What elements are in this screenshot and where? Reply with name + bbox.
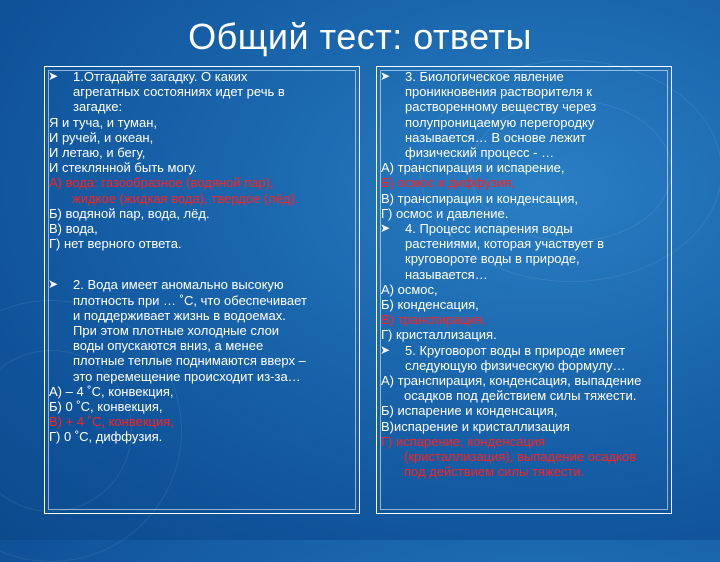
answer-option: Б) испарение и конденсация,	[381, 403, 558, 419]
answer-option: Б) 0 ˚С, конвекция,	[49, 399, 163, 415]
question-text: плотность при … ˚С, что обеспечивает	[73, 292, 307, 308]
question-text: плотные теплые поднимаются вверх –	[73, 353, 306, 369]
answer-option: В) вода,	[49, 221, 98, 237]
answer-option: Г) 0 ˚С, диффузия.	[49, 429, 163, 445]
question-5	[380, 343, 667, 373]
riddle-line: Я и туча, и туман,	[49, 114, 157, 130]
answer-option: Г) кристаллизация.	[381, 327, 497, 343]
question-1	[48, 69, 355, 115]
riddle-line: И стеклянной быть могу.	[49, 160, 198, 176]
correct-answer: (кристаллизация), выпадение осадков	[404, 449, 637, 465]
question-text: растениями, которая участвует в	[405, 236, 605, 252]
riddle-line: И летаю, и бегу,	[49, 145, 146, 161]
question-text: полупроницаемую перегородку	[405, 114, 595, 130]
correct-answer: под действием силы тяжести.	[404, 464, 585, 480]
right-answers-panel	[376, 66, 672, 514]
correct-answer: В) транспирация,	[381, 312, 486, 328]
correct-answer: В) + 4 ˚С, конвекция,	[49, 414, 174, 430]
question-4	[380, 221, 667, 282]
question-text: проникновения растворителя к	[405, 84, 593, 100]
question-text: называется… В основе лежит	[405, 129, 586, 145]
arrow-bullet-icon: ➤	[48, 277, 59, 292]
question-text: 5. Круговорот воды в природе имеет	[405, 342, 626, 358]
arrow-bullet-icon: ➤	[48, 69, 59, 83]
question-text: При этом плотные холодные слои	[73, 323, 280, 339]
answer-option: А) транспирация и испарение,	[381, 160, 565, 176]
arrow-bullet-icon: ➤	[380, 69, 391, 83]
correct-answer: Г) испарение, конденсация	[381, 433, 546, 449]
question-text: загадке:	[73, 99, 123, 115]
correct-answer: Б) осмос и диффузия,	[381, 175, 515, 191]
question-text: называется…	[405, 266, 488, 282]
answer-option: А) транспирация, конденсация, выпадение	[381, 373, 642, 389]
answer-option: Г) нет верного ответа.	[49, 236, 182, 252]
answer-option: В) транспирация и конденсация,	[381, 190, 579, 206]
question-text: круговороте воды в природе,	[405, 251, 580, 267]
answer-option: А) – 4 ˚С, конвекция,	[49, 383, 174, 399]
question-3	[380, 69, 667, 160]
correct-answer: жидкое (жидкая вода), твердое (лёд).	[72, 190, 299, 206]
question-text: 1.Отгадайте загадку. О каких	[73, 69, 248, 84]
riddle-line: И ручей, и океан,	[49, 129, 154, 145]
question-text: 4. Процесс испарения воды	[405, 221, 573, 237]
answer-option: В)испарение и кристаллизация	[381, 418, 570, 434]
question-text: растворенному веществу через	[405, 99, 597, 115]
question-text: это перемещение происходит из-за…	[73, 368, 301, 384]
question-text: физический процесс - …	[405, 145, 555, 161]
question-text: 2. Вода имеет аномально высокую	[73, 277, 284, 293]
arrow-bullet-icon: ➤	[380, 342, 391, 357]
question-text: воды опускаются вниз, а менее	[73, 338, 264, 354]
answer-option: осадков под действием силы тяжести.	[404, 388, 637, 404]
answer-option: Б) водяной пар, вода, лёд.	[49, 205, 210, 221]
left-answers-panel	[44, 66, 360, 514]
arrow-bullet-icon: ➤	[380, 221, 391, 236]
correct-answer: А) вода: газообразное (водяной пар),	[49, 175, 274, 191]
question-text: и поддерживает жизнь в водоемах.	[73, 307, 286, 323]
answer-option: А) осмос,	[381, 281, 438, 297]
question-2	[48, 277, 355, 383]
question-text: следующую физическую формулу…	[405, 357, 626, 373]
slide-title: Общий тест: ответы	[188, 16, 532, 57]
question-text: 3. Биологическое явление	[405, 69, 564, 84]
answer-option: Г) осмос и давление.	[381, 205, 509, 221]
answer-option: Б) конденсация,	[381, 297, 479, 313]
question-text: агрегатных состояниях идет речь в	[73, 84, 285, 100]
